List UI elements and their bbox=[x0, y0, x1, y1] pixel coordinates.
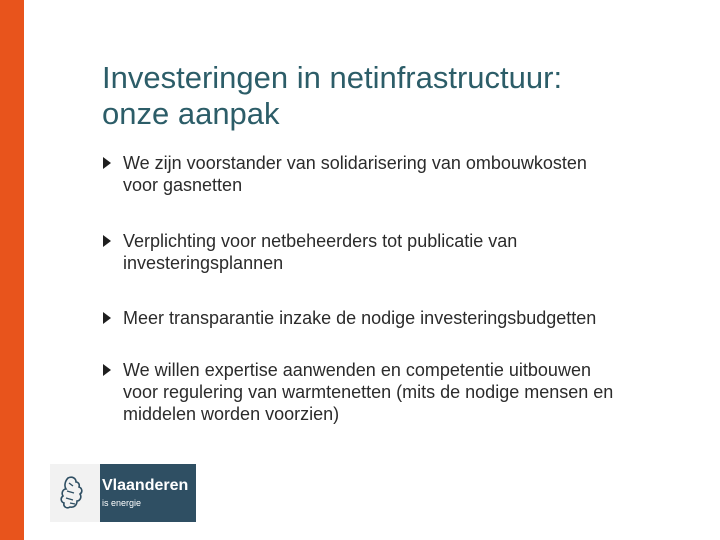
slide-title bbox=[102, 60, 682, 132]
bullet-item bbox=[102, 152, 692, 196]
triangle-right-icon bbox=[102, 234, 112, 248]
slide-title-line-1: Investeringen in netinfrastructuur: bbox=[102, 60, 563, 95]
logo-emblem-box bbox=[50, 464, 94, 522]
bullet-text bbox=[123, 152, 692, 196]
flemish-lion-icon bbox=[58, 474, 86, 512]
bullet-text-line: Meer transparantie inzake de nodige investeringsbudgetten bbox=[123, 308, 597, 328]
bullet-text-line: investeringsplannen bbox=[123, 253, 284, 273]
bullet-text-line: middelen worden voorzien) bbox=[123, 404, 340, 424]
bullet-item bbox=[102, 359, 692, 425]
logo-name: Vlaanderen bbox=[102, 477, 189, 494]
logo-tagline: is energie bbox=[102, 498, 142, 508]
vlaanderen-logo bbox=[50, 464, 196, 522]
slide-title-line-2: onze aanpak bbox=[102, 96, 280, 131]
triangle-right-icon bbox=[102, 311, 112, 325]
bullet-text-line: We willen expertise aanwenden en competentie uitbouwen bbox=[123, 360, 591, 380]
bullet-text-line: voor gasnetten bbox=[123, 175, 243, 195]
accent-bar bbox=[0, 0, 24, 540]
bullet-item bbox=[102, 307, 692, 329]
bullet-text bbox=[123, 307, 692, 329]
bullet-text-line: We zijn voorstander van solidarisering van ombouwkosten bbox=[123, 153, 587, 173]
bullet-item bbox=[102, 230, 692, 274]
bullet-text-line: Verplichting voor netbeheerders tot publicatie van bbox=[123, 231, 518, 251]
triangle-right-icon bbox=[102, 363, 112, 377]
triangle-right-icon bbox=[102, 156, 112, 170]
bullet-text bbox=[123, 359, 692, 425]
bullet-text bbox=[123, 230, 692, 274]
bullet-text-line: voor regulering van warmtenetten (mits de nodige mensen en bbox=[123, 382, 614, 402]
logo-divider bbox=[94, 464, 100, 522]
